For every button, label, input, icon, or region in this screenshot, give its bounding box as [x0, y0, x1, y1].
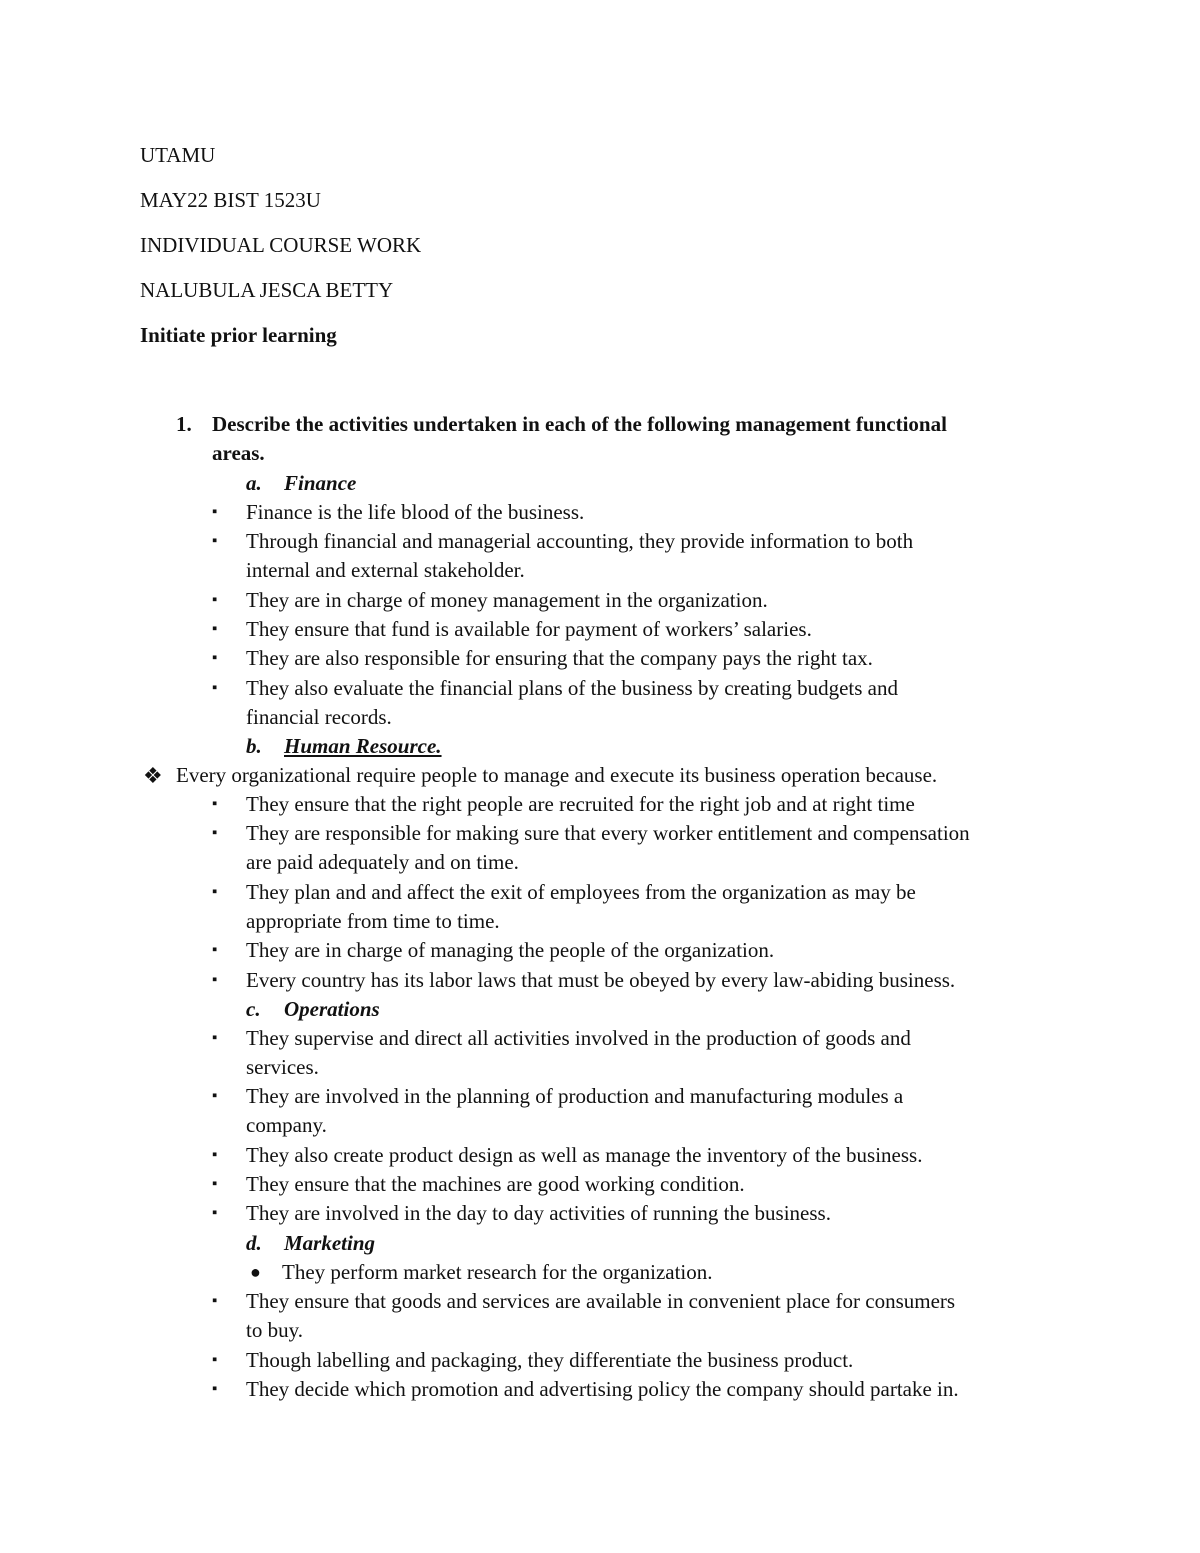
hr-letter: b.: [246, 734, 262, 758]
square-bullet-icon: ▪: [212, 1381, 218, 1397]
square-bullet-icon: ▪: [212, 621, 218, 637]
hr-point-2-cont: are paid adequately and on time.: [246, 850, 519, 874]
operations-point-5: They are involved in the day to day activities of running the business.: [246, 1201, 831, 1225]
square-bullet-icon: ▪: [212, 884, 218, 900]
marketing-letter: d.: [246, 1231, 262, 1255]
finance-point-6: They also evaluate the financial plans of the business by creating budgets and: [246, 676, 898, 700]
square-bullet-icon: ▪: [212, 504, 218, 520]
square-bullet-icon: ▪: [212, 592, 218, 608]
marketing-point-2: They ensure that goods and services are available in convenient place for consumers: [246, 1289, 956, 1313]
hr-point-4: They are in charge of managing the people of the organization.: [246, 938, 775, 962]
operations-point-1: They supervise and direct all activities involved in the production of goods and: [246, 1026, 911, 1050]
finance-point-1: Finance is the life blood of the business.: [246, 500, 585, 524]
operations-point-2: They are involved in the planning of production and manufacturing modules a: [246, 1084, 904, 1108]
finance-letter: a.: [246, 471, 262, 495]
hr-intro: Every organizational require people to manage and execute its business operation because.: [176, 763, 938, 787]
finance-point-2-cont: internal and external stakeholder.: [246, 558, 525, 582]
marketing-point-1: They perform market research for the organization.: [282, 1260, 713, 1284]
course-code: MAY22 BIST 1523U: [140, 188, 321, 212]
square-bullet-icon: ▪: [212, 650, 218, 666]
student-name: NALUBULA JESCA BETTY: [140, 278, 394, 302]
square-bullet-icon: ▪: [212, 1293, 218, 1309]
question-text-line-2: areas.: [212, 441, 265, 465]
square-bullet-icon: ▪: [212, 972, 218, 988]
marketing-heading: Marketing: [284, 1231, 376, 1255]
coursework-title: INDIVIDUAL COURSE WORK: [140, 233, 422, 257]
finance-point-3: They are in charge of money management in the organization.: [246, 588, 768, 612]
square-bullet-icon: ▪: [212, 1147, 218, 1163]
hr-point-3-cont: appropriate from time to time.: [246, 909, 500, 933]
hr-point-5: Every country has its labor laws that must be obeyed by every law-abiding business.: [246, 968, 956, 992]
finance-point-2: Through financial and managerial accounting, they provide information to both: [246, 529, 914, 553]
document-subtitle: Initiate prior learning: [140, 323, 337, 347]
hr-point-3: They plan and and affect the exit of employees from the organization as may be: [246, 880, 916, 904]
operations-point-3: They also create product design as well as manage the inventory of the business.: [246, 1143, 923, 1167]
round-bullet-icon: ●: [250, 1262, 261, 1282]
hr-heading: Human Resource.: [284, 734, 442, 758]
operations-point-2-cont: company.: [246, 1113, 327, 1137]
square-bullet-icon: ▪: [212, 942, 218, 958]
diamond-bullet-icon: ❖: [143, 763, 163, 788]
operations-point-4: They ensure that the machines are good working condition.: [246, 1172, 745, 1196]
question-number: 1.: [176, 412, 192, 436]
question-text-line-1: Describe the activities undertaken in each of the following management functional: [212, 412, 947, 436]
marketing-point-4: They decide which promotion and advertising policy the company should partake in.: [246, 1377, 959, 1401]
square-bullet-icon: ▪: [212, 825, 218, 841]
operations-heading: Operations: [284, 997, 380, 1021]
operations-point-1-cont: services.: [246, 1055, 319, 1079]
operations-letter: c.: [246, 997, 261, 1021]
square-bullet-icon: ▪: [212, 796, 218, 812]
square-bullet-icon: ▪: [212, 1030, 218, 1046]
square-bullet-icon: ▪: [212, 1176, 218, 1192]
finance-heading: Finance: [284, 471, 357, 495]
square-bullet-icon: ▪: [212, 533, 218, 549]
finance-point-6-cont: financial records.: [246, 705, 392, 729]
institution-name: UTAMU: [140, 143, 216, 167]
square-bullet-icon: ▪: [212, 680, 218, 696]
finance-point-5: They are also responsible for ensuring that the company pays the right tax.: [246, 646, 873, 670]
square-bullet-icon: ▪: [212, 1205, 218, 1221]
marketing-point-3: Though labelling and packaging, they differentiate the business product.: [246, 1348, 854, 1372]
square-bullet-icon: ▪: [212, 1352, 218, 1368]
finance-point-4: They ensure that fund is available for payment of workers’ salaries.: [246, 617, 812, 641]
hr-point-1: They ensure that the right people are recruited for the right job and at right time: [246, 792, 915, 816]
square-bullet-icon: ▪: [212, 1088, 218, 1104]
marketing-point-2-cont: to buy.: [246, 1318, 303, 1342]
hr-point-2: They are responsible for making sure that every worker entitlement and compensation: [246, 821, 970, 845]
